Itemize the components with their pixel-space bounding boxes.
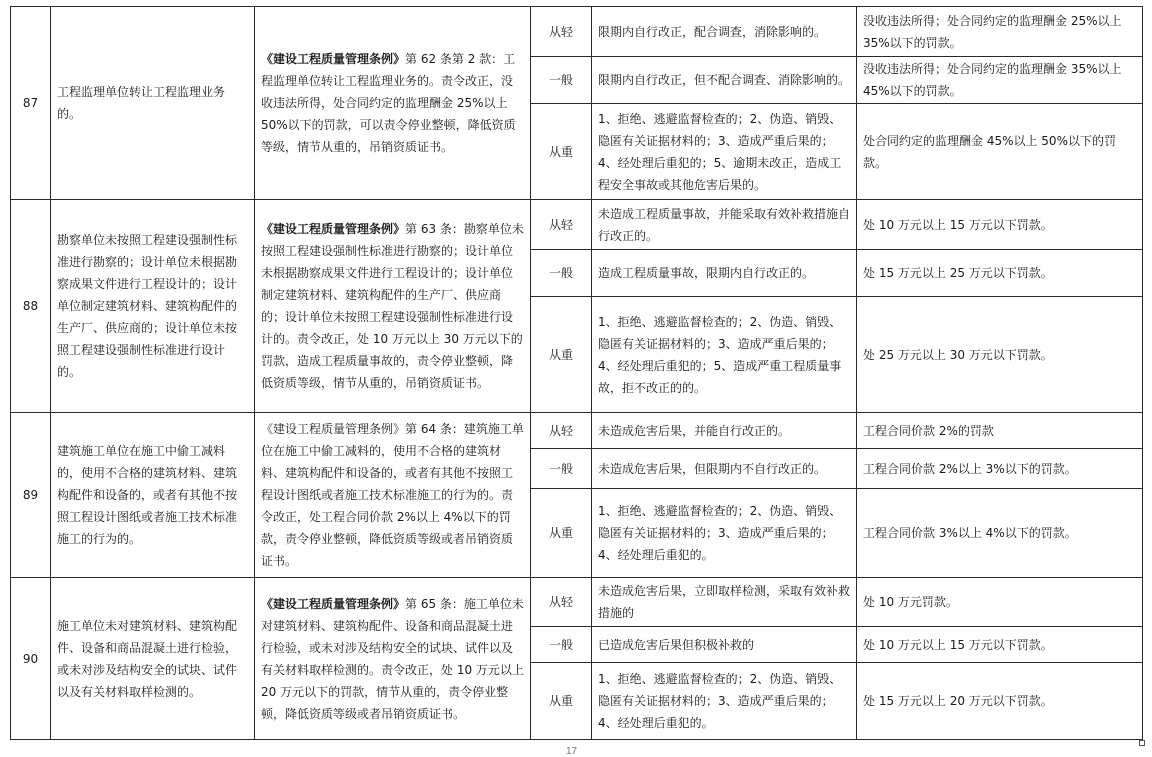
basis-text: 第 65 条：施工单位未对建筑材料、建筑构配件、设备和商品混凝土进行检验，或未对涉及结构安全的试块、试件以及有关材料取样检测的。责令改正，处 10 万元以上 20 万元以下的罚款，情节从重的，责令停业整顿，降低资质等级或者吊销资质证书。 <box>261 596 524 721</box>
severity-level: 从轻 <box>531 200 592 250</box>
table-row-88-light <box>11 200 1143 250</box>
penalty-cell: 工程合同价款 2%以上 3%以下的罚款。 <box>857 449 1143 489</box>
severity-level: 从重 <box>531 663 592 740</box>
legal-basis <box>255 413 531 578</box>
violation-description: 建筑施工单位在施工中偷工减料的，使用不合格的建筑材料、建筑构配件和设备的，或者有其他不按照工程设计图纸或者施工技术标准施工的行为的。 <box>51 413 255 578</box>
severity-level: 一般 <box>531 250 592 297</box>
page-number: 17 <box>566 746 578 757</box>
penalty-cell: 工程合同价款 2%的罚款 <box>857 413 1143 449</box>
penalty-cell: 处合同约定的监理酬金 45%以上 50%以下的罚款。 <box>857 104 1143 200</box>
severity-level: 从轻 <box>531 7 592 57</box>
violation-description: 勘察单位未按照工程建设强制性标准进行勘察的；设计单位未根据勘察成果文件进行工程设计的；设计单位制定建筑材料、建筑构配件的生产厂、供应商的；设计单位未按照工程建设强制性标准进行设计的。 <box>51 200 255 413</box>
severity-level: 一般 <box>531 627 592 663</box>
table-row-90-light <box>11 578 1143 627</box>
penalty-cell: 没收违法所得；处合同约定的监理酬金 35%以上 45%以下的罚款。 <box>857 57 1143 104</box>
penalty-cell: 处 15 万元以上 25 万元以下罚款。 <box>857 250 1143 297</box>
severity-level: 从重 <box>531 489 592 578</box>
condition-cell: 造成工程质量事故，限期内自行改正的。 <box>592 250 857 297</box>
legal-basis <box>255 7 531 200</box>
condition-cell: 1、拒绝、逃避监督检查的；2、伪造、销毁、隐匿有关证据材料的；3、造成严重后果的；4、经处理后重犯的；5、逾期未改正，造成工程安全事故或其他危害后果的。 <box>592 104 857 200</box>
penalty-cell: 处 10 万元以上 15 万元以下罚款。 <box>857 627 1143 663</box>
severity-level: 从轻 <box>531 578 592 627</box>
row-number: 88 <box>11 200 51 413</box>
severity-level: 从重 <box>531 104 592 200</box>
violation-description: 施工单位未对建筑材料、建筑构配件、设备和商品混凝土进行检验，或未对涉及结构安全的试块、试件以及有关材料取样检测的。 <box>51 578 255 740</box>
regulation-title: 《建设工程质量管理条例》 <box>261 52 406 66</box>
condition-cell: 1、拒绝、逃避监督检查的；2、伪造、销毁、隐匿有关证据材料的；3、造成严重后果的；4、经处理后重犯的。 <box>592 489 857 578</box>
severity-level: 一般 <box>531 57 592 104</box>
condition-cell: 1、拒绝、逃避监督检查的；2、伪造、销毁、隐匿有关证据材料的；3、造成严重后果的；4、经处理后重犯的。 <box>592 663 857 740</box>
severity-level: 一般 <box>531 449 592 489</box>
condition-cell: 1、拒绝、逃避监督检查的；2、伪造、销毁、隐匿有关证据材料的；3、造成严重后果的；4、经处理后重犯的；5、造成严重工程质量事故，拒不改正的的。 <box>592 297 857 413</box>
penalty-cell: 处 25 万元以上 30 万元以下罚款。 <box>857 297 1143 413</box>
condition-cell: 未造成危害后果，但限期内不自行改正的。 <box>592 449 857 489</box>
page-corner-marker <box>1139 740 1145 746</box>
penalty-discretion-table <box>10 6 1143 740</box>
severity-level: 从重 <box>531 297 592 413</box>
table-row-89-light <box>11 413 1143 449</box>
condition-cell: 限期内自行改正，配合调查，消除影响的。 <box>592 7 857 57</box>
condition-cell: 限期内自行改正，但不配合调查、消除影响的。 <box>592 57 857 104</box>
basis-text: 《建设工程质量管理条例》第 64 条：建筑施工单位在施工中偷工减料的，使用不合格的建筑材料、建筑构配件和设备的，或者有其他不按照工程设计图纸或者施工技术标准施工的行为的。责令改正，处工程合同价款 2%以上 4%以下的罚款，责令停业整顿，降低资质等级或者吊销资质证书。 <box>261 422 524 568</box>
table-row-87-light <box>11 7 1143 57</box>
penalty-cell: 处 10 万元罚款。 <box>857 578 1143 627</box>
condition-cell: 未造成危害后果，立即取样检测，采取有效补救措施的 <box>592 578 857 627</box>
condition-cell: 未造成工程质量事故，并能采取有效补救措施自行改正的。 <box>592 200 857 250</box>
penalty-cell: 工程合同价款 3%以上 4%以下的罚款。 <box>857 489 1143 578</box>
condition-cell: 未造成危害后果，并能自行改正的。 <box>592 413 857 449</box>
row-number: 89 <box>11 413 51 578</box>
basis-text: 第 63 条：勘察单位未按照工程建设强制性标准进行勘察的；设计单位未根据勘察成果文件进行工程设计的；设计单位制定建筑材料、建筑构配件的生产厂、供应商的；设计单位未按照工程建设强制性标准进行设计的。责令改正，处 10 万元以上 30 万元以下的罚款，造成工程质量事故的，责令停业整顿，降低资质等级，情节从重的，吊销资质证书。 <box>261 222 524 390</box>
penalty-cell: 处 10 万元以上 15 万元以下罚款。 <box>857 200 1143 250</box>
regulation-title: 《建设工程质量管理条例》 <box>261 596 406 611</box>
penalty-cell: 处 15 万元以上 20 万元以下罚款。 <box>857 663 1143 740</box>
row-number: 87 <box>11 7 51 200</box>
severity-level: 从轻 <box>531 413 592 449</box>
row-number: 90 <box>11 578 51 740</box>
condition-cell: 已造成危害后果但积极补救的 <box>592 627 857 663</box>
legal-basis <box>255 578 531 740</box>
legal-basis <box>255 200 531 413</box>
regulation-title: 《建设工程质量管理条例》 <box>261 222 406 236</box>
basis-text: 第 62 条第 2 款：工程监理单位转让工程监理业务的。责令改正，没收违法所得，处合同约定的监理酬金 25%以上 50%以下的罚款，可以责令停业整顿，降低资质等级，情节从重的，吊销资质证书。 <box>261 52 516 154</box>
page-frame <box>10 6 1142 742</box>
penalty-cell: 没收违法所得；处合同约定的监理酬金 25%以上 35%以下的罚款。 <box>857 7 1143 57</box>
violation-description: 工程监理单位转让工程监理业务的。 <box>51 7 255 200</box>
